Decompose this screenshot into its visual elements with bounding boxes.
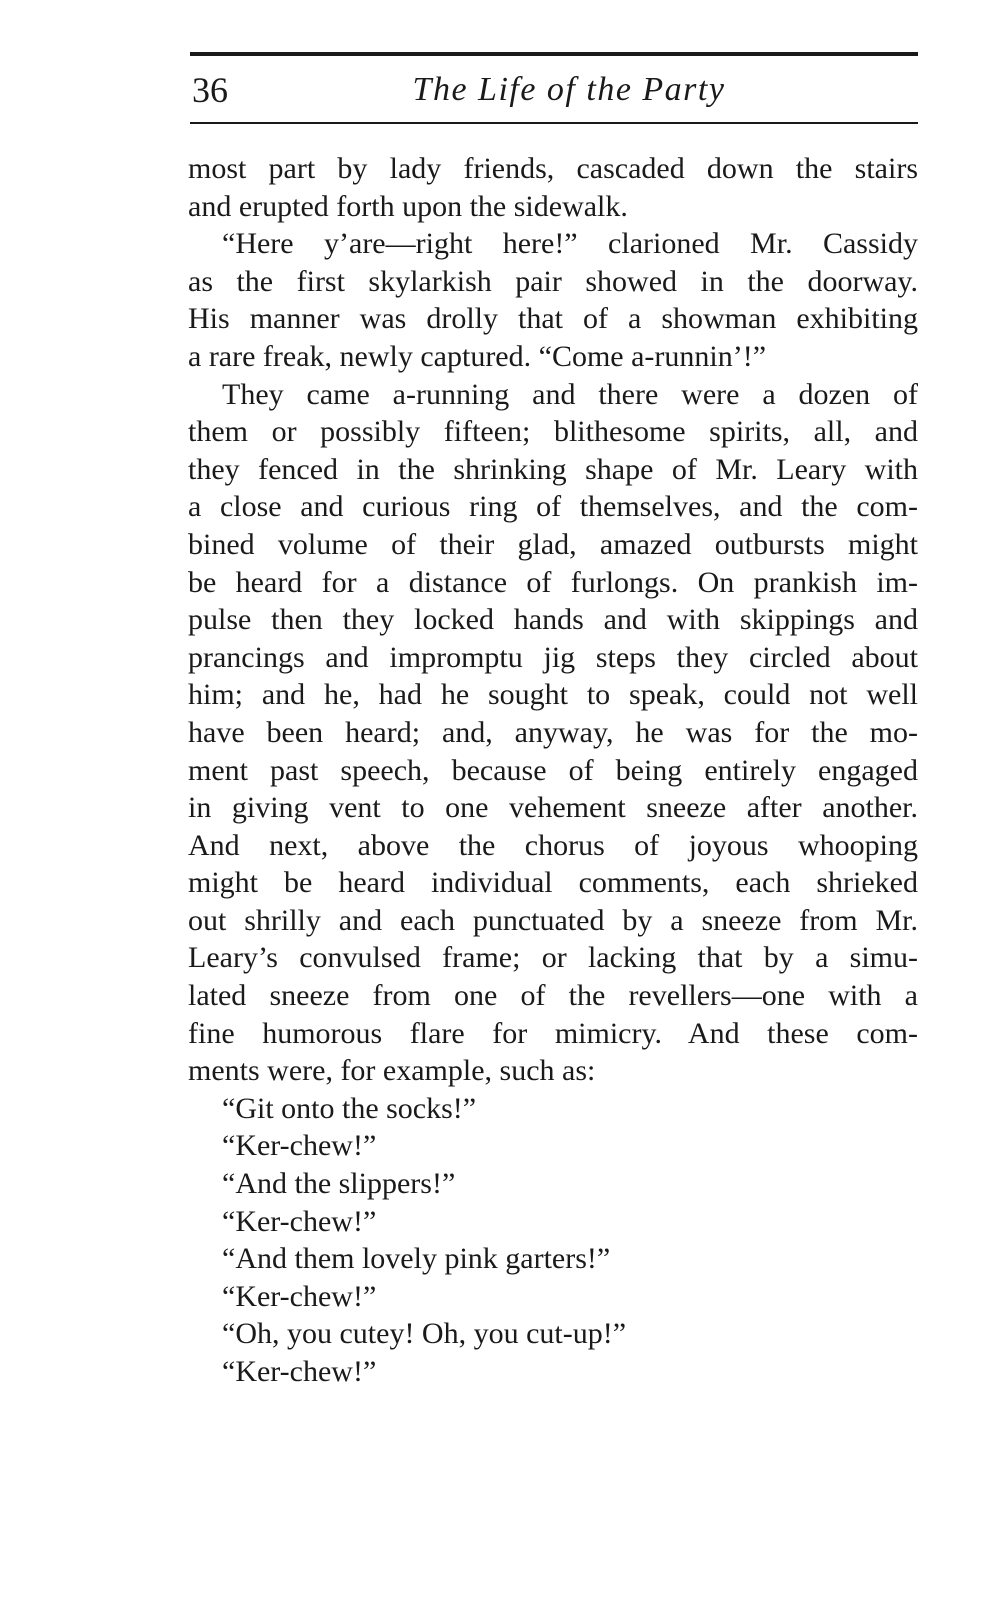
dialogue-line: “Git onto the socks!” [222,1091,477,1125]
text-line: them or possibly fifteen; blithesome spirits, all, and [188,415,918,449]
text-line: And next, above the chorus of joyous whooping [188,828,918,862]
dialogue-line: “And the slippers!” [222,1167,456,1201]
dialogue-line: “Ker-chew!” [222,1279,377,1313]
text-line: out shrilly and each punctuated by a sneeze from Mr. [188,903,918,937]
text-line: be heard for a distance of furlongs. On prankish im- [188,565,918,599]
header-rule-top [190,52,918,56]
dialogue-line: “Ker-chew!” [222,1355,377,1388]
text-line: and erupted forth upon the sidewalk. [188,189,628,223]
header-rule-bottom [190,122,918,124]
dialogue-line: “Ker-chew!” [222,1204,377,1238]
text-line: him; and he, had he sought to speak, could not well [188,678,918,712]
text-line: ments were, for example, such as: [188,1054,596,1088]
text-line: they fenced in the shrinking shape of Mr. Leary with [188,452,918,486]
text-line: fine humorous flare for mimicry. And these com- [188,1016,918,1050]
text-line: might be heard individual comments, each shrieked [188,866,918,900]
text-line: pulse then they locked hands and with skippings and [188,603,918,637]
text-line: most part by lady friends, cascaded down the stairs [188,152,918,185]
text-line: His manner was drolly that of a showman exhibiting [188,302,918,336]
running-title: The Life of the Party [412,71,726,108]
text-line: lated sneeze from one of the revellers—one with a [188,979,918,1013]
text-line: bined volume of their glad, amazed outbursts might [188,527,918,561]
dialogue-line: “Ker-chew!” [222,1129,377,1163]
text-line: prancings and impromptu jig steps they circled about [188,640,918,674]
text-line: as the first skylarkish pair showed in the doorway. [188,264,918,298]
body-text [188,150,918,1391]
text-line: Leary’s convulsed frame; or lacking that by a simu- [188,941,918,975]
dialogue-line: “And them lovely pink garters!” [222,1242,611,1276]
text-line: ment past speech, because of being entirely engaged [188,753,918,787]
page-header [190,62,918,118]
text-line: a close and curious ring of themselves, and the com- [188,490,918,524]
text-line: a rare freak, newly captured. “Come a-runnin’!” [188,339,767,373]
text-line: in giving vent to one vehement sneeze after another. [188,791,918,825]
page-number: 36 [192,70,228,110]
dialogue-line: “Oh, you cutey! Oh, you cut-up!” [222,1317,627,1351]
text-line: “Here y’are—right here!” clarioned Mr. Cassidy [222,227,918,261]
text-line: They came a-running and there were a dozen of [222,377,918,411]
text-line: have been heard; and, anyway, he was for the mo- [188,715,918,749]
